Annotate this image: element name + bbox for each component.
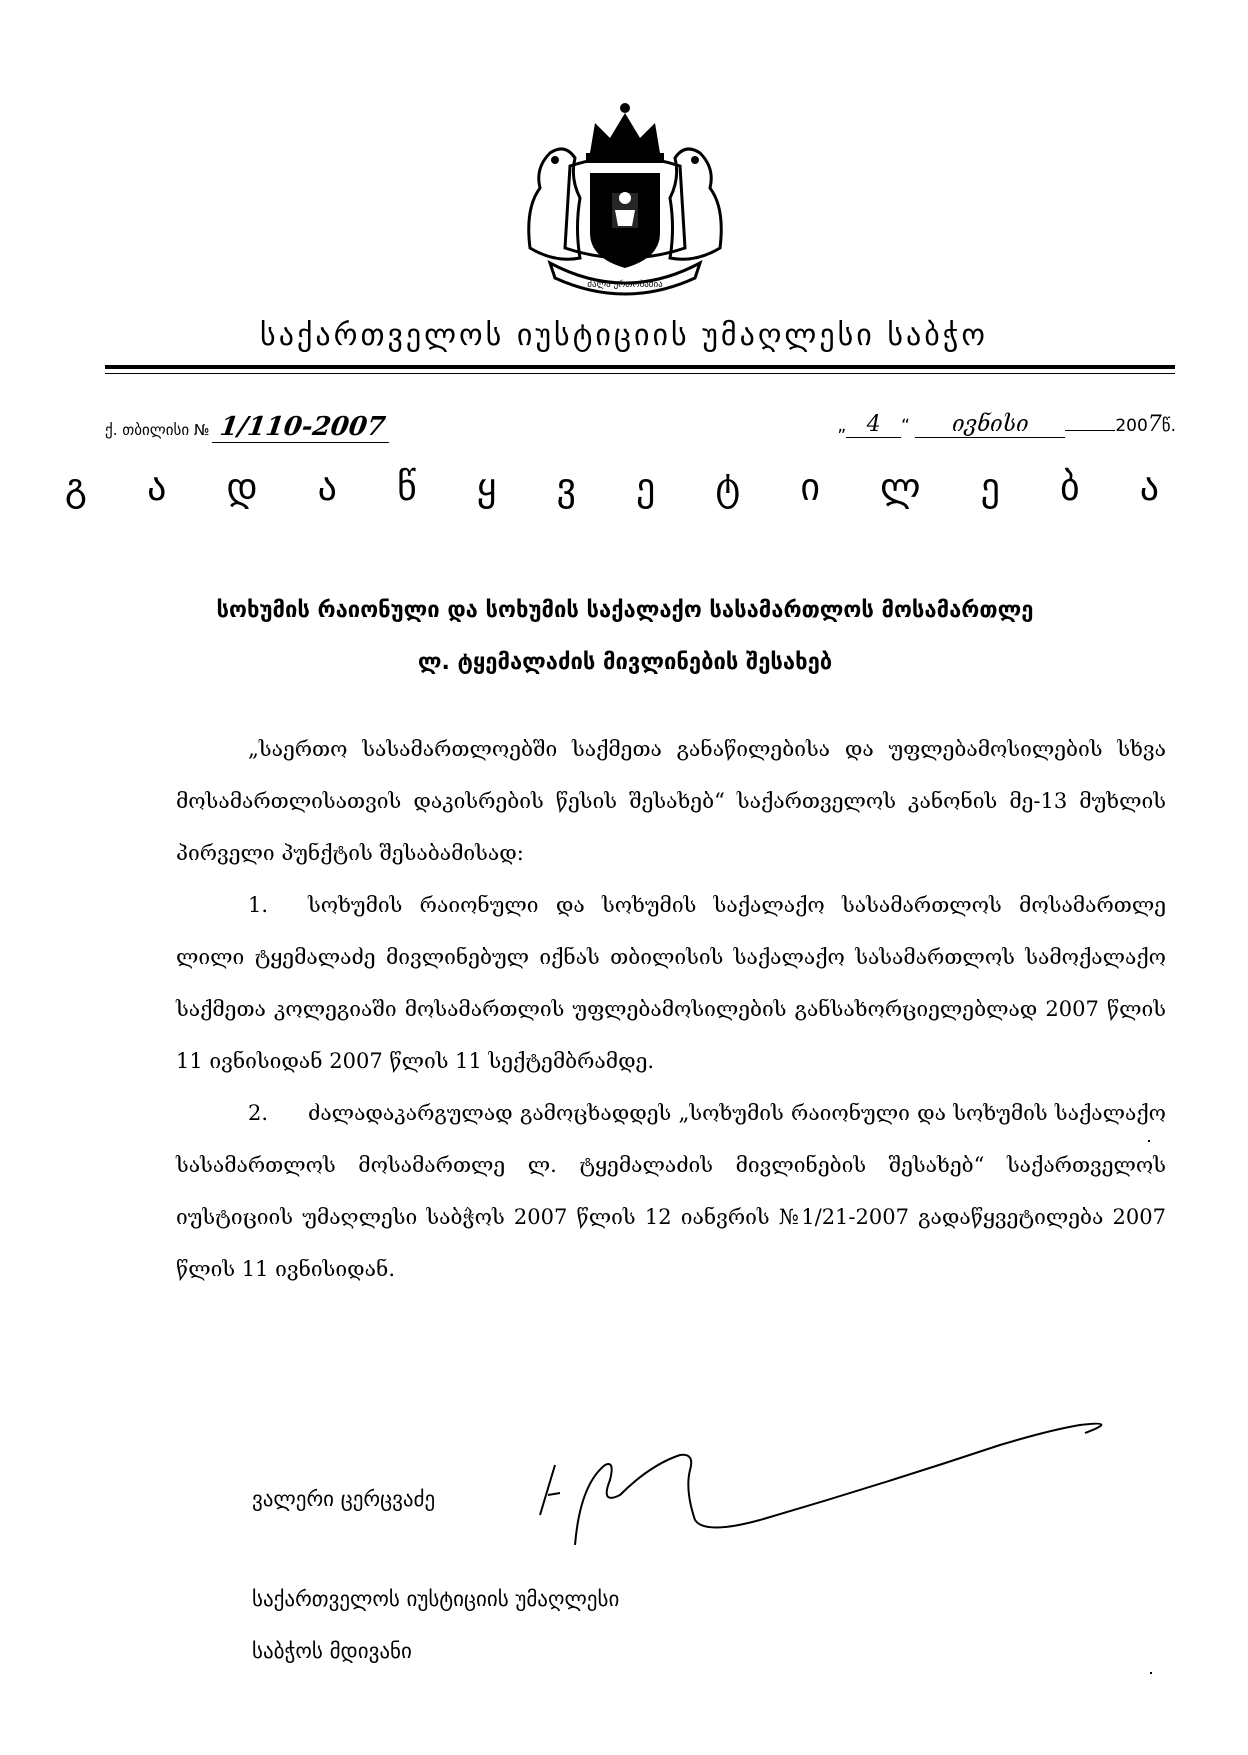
preamble-paragraph: „საერთო სასამართლოებში საქმეთა განაწილებისა და უფლებამოსილების სხვა მოსამართლისათვის დაკისრების წესის შესახებ“ საქართველოს კანონის მე-13 მუხლის პირველი პუნქტის შესაბამისად: xyxy=(176,737,1166,865)
date-blank-line xyxy=(1065,430,1115,431)
scan-speck xyxy=(1148,1140,1150,1142)
header-rule-thick xyxy=(105,365,1175,369)
document-type-heading: გ ა დ ა წ ყ ვ ე ტ ი ლ ე ბ ა xyxy=(64,465,1184,509)
subject-line-2: ლ. ტყემალაძის მივლინების შესახებ xyxy=(417,650,833,675)
header-rule-thin xyxy=(105,373,1175,374)
date-close-quote: “ xyxy=(901,416,910,436)
date-year-unit: წ. xyxy=(1161,416,1176,436)
item-1-paragraph xyxy=(176,879,1166,1087)
signer-name: ვალერი ცერცვაძე xyxy=(252,1487,436,1511)
city-prefix: ქ. თბილისი № xyxy=(105,421,210,439)
item-1-label: 1. xyxy=(248,893,269,917)
item-2-paragraph xyxy=(176,1087,1166,1295)
document-date-line xyxy=(837,412,1176,438)
signer-position-line-2: საბჭოს მდივანი xyxy=(252,1639,412,1663)
organization-title: საქართველოს იუსტიციის უმაღლესი საბჭო xyxy=(260,318,988,353)
subject-heading xyxy=(105,585,1145,689)
date-day: 4 xyxy=(846,412,901,438)
scan-speck xyxy=(1150,1672,1152,1674)
signer-position xyxy=(252,1573,619,1677)
date-year-prefix: 200 xyxy=(1115,416,1148,436)
item-1-text: სოხუმის რაიონული და სოხუმის საქალაქო სასამართლოს მოსამართლე ლილი ტყემალაძე მივლინებულ იქნას თბილისის საქალაქო სასამართლოს სამოქალაქო საქმეთა კოლეგიაში მოსამართლის უფლებამოსილების განსახორციელებლად 2007 წლის 11 ივნისიდან 2007 წლის 11 სექტემბრამდე. xyxy=(176,893,1166,1073)
coat-motto: ძალა ერთობაშია xyxy=(587,280,663,290)
subject-line-1: სოხუმის რაიონული და სოხუმის საქალაქო სასამართლოს მოსამართლე xyxy=(216,598,1034,623)
document-number-line xyxy=(105,412,391,443)
date-year-suffix: 7 xyxy=(1147,412,1162,437)
item-2-label: 2. xyxy=(248,1101,269,1125)
handwritten-signature xyxy=(520,1395,1140,1555)
document-number: 1/110-2007 xyxy=(212,412,393,443)
date-open-quote: „ xyxy=(837,416,847,436)
coat-of-arms-emblem xyxy=(520,98,730,298)
item-2-text: ძალადაკარგულად გამოცხადდეს „სოხუმის რაიონული და სოხუმის საქალაქო სასამართლოს მოსამართლე ლ. ტყემალაძის მივლინების შესახებ“ საქართველოს იუსტიციის უმაღლესი საბჭოს 2007 წლის 12 იანვრის №1/21-2007 გადაწყვეტილება 2007 წლის 11 ივნისიდან. xyxy=(176,1101,1166,1281)
document-body xyxy=(176,723,1166,1295)
date-month: ივნისი xyxy=(915,412,1065,438)
signer-position-line-1: საქართველოს იუსტიციის უმაღლესი xyxy=(252,1587,620,1611)
